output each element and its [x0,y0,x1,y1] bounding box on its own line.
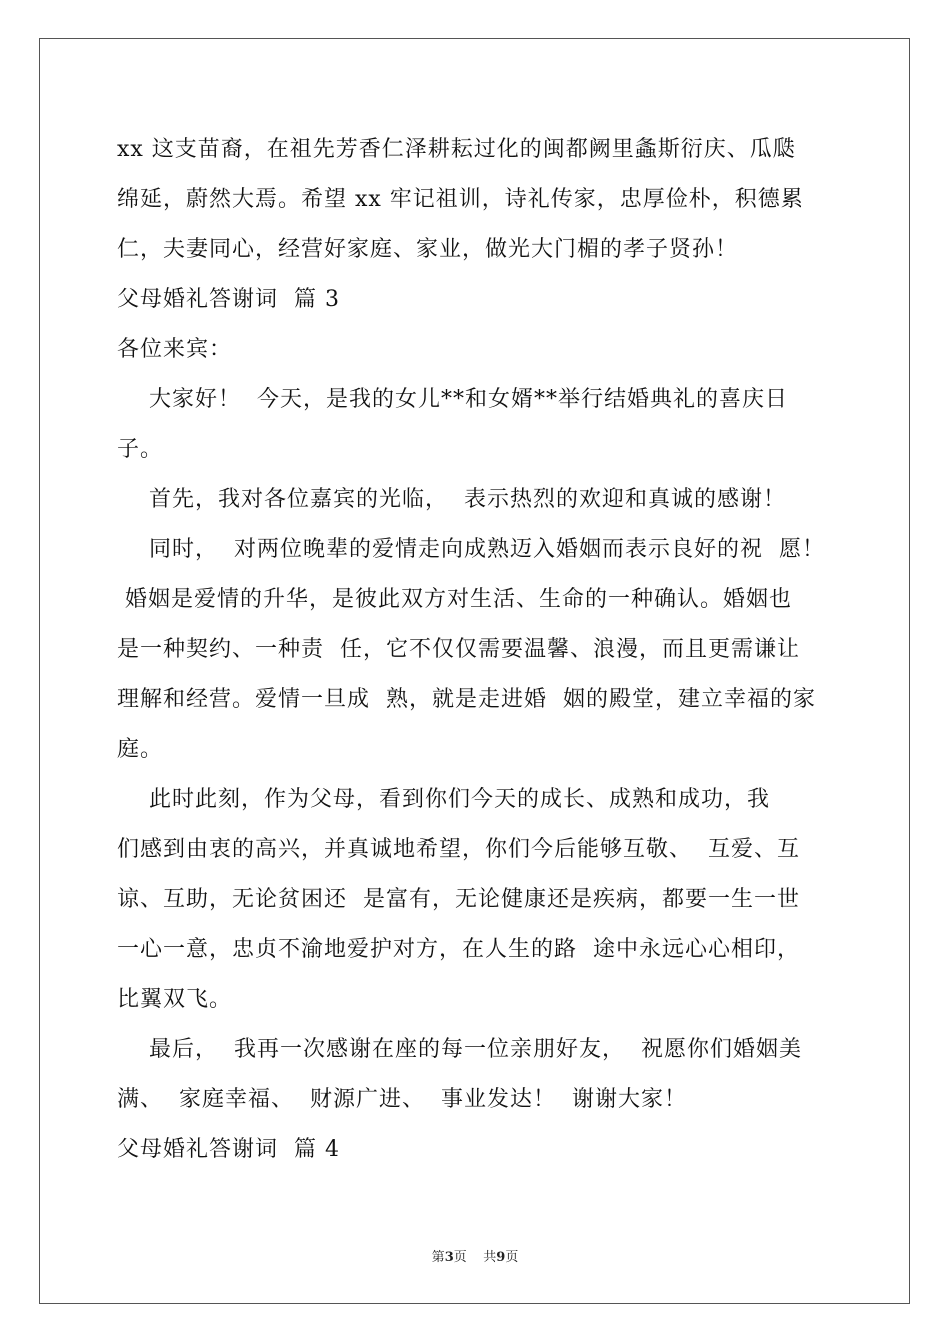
footer-suffix: 页 [505,1250,519,1265]
footer-prefix: 第 [431,1250,445,1265]
text-line: 比翼双飞。 [117,987,233,1012]
text-line: 此时此刻，作为父母，看到你们今天的成长、成熟和成功，我 [117,787,770,812]
current-page-number: 3 [444,1250,454,1265]
text-line: xx 这支苗裔，在祖先芳香仁泽耕耘过化的闽都阙里螽斯衍庆、瓜瓞 [117,137,796,162]
footer-middle: 页 共 [453,1250,497,1265]
section-heading: 父母婚礼答谢词 篇 3 [117,287,340,312]
text-line: 婚姻是爱情的升华，是彼此双方对生活、生命的一种确认。婚姻也 [117,587,792,612]
text-line: 理解和经营。爱情一旦成 熟，就是走进婚 姻的殿堂，建立幸福的家 [117,687,816,712]
text-line: 同时， 对两位晚辈的爱情走向成熟迈入婚姻而表示良好的祝 愿！ [117,537,825,562]
text-line: 最后， 我再一次感谢在座的每一位亲朋好友， 祝愿你们婚姻美 [117,1037,802,1062]
text-line: 满、 家庭幸福、 财源广进、 事业发达！ 谢谢大家！ [117,1087,687,1112]
text-line: 庭。 [117,737,164,762]
text-line: 首先，我对各位嘉宾的光临， 表示热烈的欢迎和真诚的感谢！ [117,487,786,512]
text-line: 是一种契约、一种责 任，它不仅仅需要温馨、浪漫，而且更需谦让 [117,637,800,662]
section-heading: 父母婚礼答谢词 篇 4 [117,1137,340,1162]
text-line: 大家好！ 今天，是我的女儿**和女婿**举行结婚典礼的喜庆日 [117,387,788,412]
text-line: 仁，夫妻同心，经营好家庭、家业，做光大门楣的孝子贤孙！ [117,237,739,262]
text-line: 谅、互助，无论贫困还 是富有，无论健康还是疾病，都要一生一世 [117,887,800,912]
text-line: 子。 [117,437,164,462]
text-line: 们感到由衷的高兴，并真诚地希望，你们今后能够互敬、 互爱、互 [117,837,800,862]
total-page-count: 9 [496,1250,506,1265]
text-line: 绵延，蔚然大焉。希望 xx 牢记祖训，诗礼传家，忠厚俭朴，积德累 [117,187,804,212]
text-line: 一心一意，忠贞不渝地爱护对方，在人生的路 途中永远心心相印， [117,937,800,962]
page-footer [0,1246,950,1265]
salutation: 各位来宾： [117,337,233,362]
